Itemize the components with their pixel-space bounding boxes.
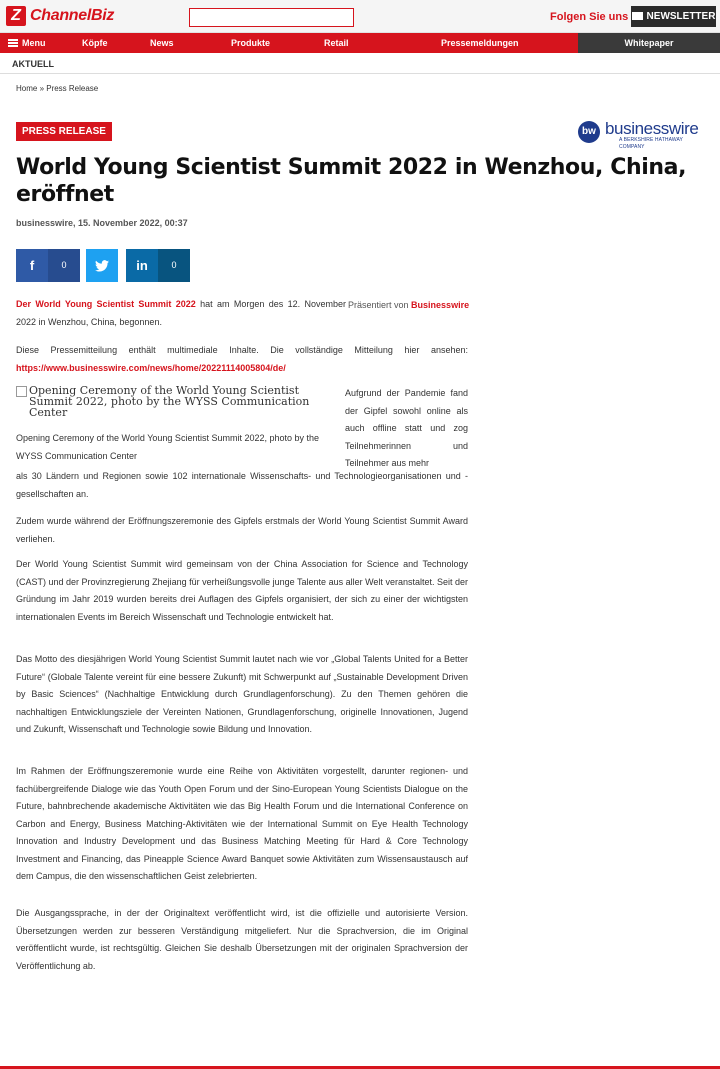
follow-us-label: Folgen Sie uns: [550, 11, 629, 23]
nav-item-pressemeldungen[interactable]: Pressemeldungen: [441, 38, 519, 48]
facebook-share-button[interactable]: [16, 249, 80, 282]
paragraph-8: Die Ausgangssprache, in der der Originaltext veröffentlicht wird, ist die offizielle und autorisierte Version. Übersetzungen werden zur besseren Verständigung mitgeliefert. Nur die Sprachversion, die im Original veröffentlicht wurde, ist rechtsgültig. Gleichen Sie deshalb Übersetzungen mit der originalen Sprachversion der Veröffentlichung ab.: [16, 908, 468, 971]
search-input[interactable]: [189, 8, 354, 27]
businesswire-word: businesswire: [605, 119, 699, 138]
presented-by: [348, 298, 469, 312]
linkedin-count: 0: [158, 249, 190, 282]
nav-item-produkte[interactable]: Produkte: [231, 38, 271, 48]
paragraph-4: Zudem wurde während der Eröffnungszeremonie des Gipfels erstmals der World Young Scientist Summit Award verliehen.: [16, 516, 468, 544]
nav-item-retail[interactable]: Retail: [324, 38, 349, 48]
breadcrumb[interactable]: Home » Press Release: [16, 84, 99, 93]
businesswire-logo[interactable]: [578, 119, 706, 150]
twitter-share-button[interactable]: [86, 249, 118, 282]
full-release-link[interactable]: https://www.businesswire.com/news/home/20221114005804/de/: [16, 362, 286, 373]
paragraph-3-side: Aufgrund der Pandemie fand der Gipfel sowohl online als auch offline statt und zog Teilnehmerinnen und Teilnehmer aus mehr: [345, 388, 468, 468]
facebook-icon: f: [16, 249, 48, 282]
nav-item-koepfe[interactable]: Köpfe: [82, 38, 108, 48]
paragraph-2-text: Diese Pressemitteilung enthält multimediale Inhalte. Die vollständige Mitteilung hier ansehen:: [16, 345, 468, 355]
summit-link[interactable]: Der World Young Scientist Summit 2022: [16, 299, 196, 309]
facebook-count: 0: [48, 249, 80, 282]
newsletter-button[interactable]: [631, 6, 716, 27]
menu-label: Menu: [22, 38, 46, 48]
presented-by-link[interactable]: Businesswire: [411, 300, 470, 310]
hamburger-icon: [8, 39, 18, 47]
image-alt-text: Opening Ceremony of the World Young Scientist Summit 2022, photo by the WYSS Communication Center: [29, 384, 310, 419]
follow-us-dropdown[interactable]: [550, 9, 643, 25]
press-release-badge: PRESS RELEASE: [16, 122, 112, 141]
businesswire-mark: bw: [578, 121, 600, 143]
nav-item-whitepaper[interactable]: Whitepaper: [578, 33, 720, 53]
top-bar: [0, 0, 720, 33]
newsletter-label: NEWSLETTER: [646, 11, 716, 22]
linkedin-icon: in: [126, 249, 158, 282]
paragraph-1-text: hat am Morgen des 12. November 2022 in Wenzhou, China, begonnen.: [16, 299, 346, 327]
broken-image-icon: [16, 386, 27, 397]
broken-image: [16, 385, 337, 418]
logo-mark: Z: [6, 6, 26, 26]
twitter-icon: [86, 249, 118, 282]
paragraph-2: [16, 342, 468, 377]
subnav-aktuell[interactable]: AKTUELL: [12, 59, 54, 69]
envelope-icon: [632, 12, 643, 20]
menu-button[interactable]: [8, 33, 46, 53]
paragraph-7: Im Rahmen der Eröffnungszeremonie wurde eine Reihe von Aktivitäten vorgestellt, darunter regionen- und fachübergreifende Dialoge wie das Youth Open Forum und der Sino-European Young Scientists Dialogue on the Future, bahnbrechende akademische Aktivitäten wie das Big Health Forum und die International Conference on Carbon and Energy, Business Matching-Aktivitäten wie der International Summit on Eye Health Technology Innovation and Industry Development und das Business Matching Meeting für Hard & Core Technology Investment and Financing, das Pineapple Science Award Banquet sowie Aktivitäten zum Wissensaustausch auf dem Campus, die den wissenschaftlichen Geist zelebrierten.: [16, 766, 468, 881]
businesswire-subtitle: A BERKSHIRE HATHAWAY COMPANY: [619, 137, 683, 150]
article-title: World Young Scientist Summit 2022 in Wenzhou, China, eröffnet: [16, 155, 687, 207]
paragraph-1: [16, 296, 346, 331]
main-nav: [0, 33, 720, 53]
article-figure: [16, 385, 337, 465]
nav-item-news[interactable]: News: [150, 38, 174, 48]
image-caption: Opening Ceremony of the World Young Scientist Summit 2022, photo by the WYSS Communication Center: [16, 433, 320, 461]
sub-nav: [0, 53, 720, 74]
logo-text: ChannelBiz: [30, 7, 115, 24]
paragraph-6: Das Motto des diesjährigen World Young Scientist Summit lautet nach wie vor „Global Talents United for a Better Future“ (Globale Talente vereint für eine bessere Zukunft) mit Schwerpunkt auf „Sustainable Development Driven by Basic Sciences“ (Nachhaltige Entwicklung durch Grundlagenforschung). Zu den Themen gehören die nachhaltigen Entwicklungsziele der Vereinten Nationen, Grundlagenforschung, originelle Innovationen, Jugend und Zukunft, Wissenschaft und Technologie sowie Bildung und Innovation.: [16, 654, 468, 734]
paragraph-3-rest: als 30 Ländern und Regionen sowie 102 internationale Wissenschafts- und Technologieorganisationen und -gesellschaften an.: [16, 471, 468, 499]
article-byline: businesswire, 15. November 2022, 00:37: [16, 218, 188, 228]
presented-by-prefix: Präsentiert von: [348, 300, 409, 310]
channelbiz-logo[interactable]: [6, 5, 114, 27]
paragraph-5: Der World Young Scientist Summit wird gemeinsam von der China Association for Science and Technology (CAST) und der Provinzregierung Zhejiang für verheißungsvolle junge Talente aus aller Welt veranstaltet. Seit der Gründung im Jahr 2019 wurden bereits drei Auflagen des Gipfels organisiert, der sich zu einer der wichtigsten internationalen Events im Bereich Wissenschaft und Technologie entwickelt hat.: [16, 559, 468, 622]
linkedin-share-button[interactable]: [126, 249, 190, 282]
